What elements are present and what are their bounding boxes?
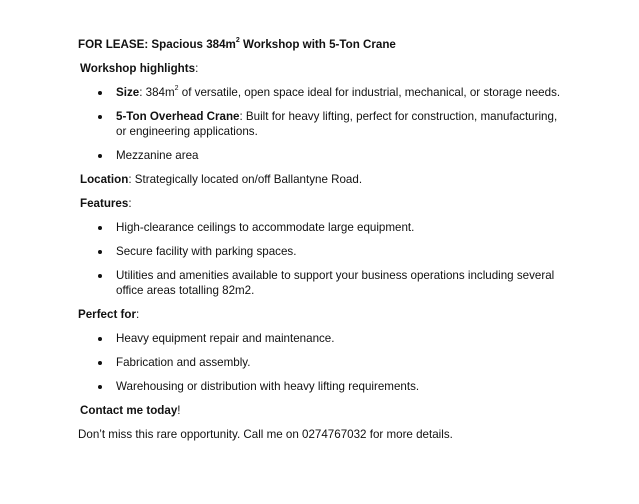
listing-title	[78, 37, 568, 52]
bullet-icon	[98, 385, 102, 389]
list-item	[78, 244, 568, 259]
title-superscript: 2	[235, 37, 240, 45]
item-text: Heavy equipment repair and maintenance.	[116, 332, 335, 345]
item-text-rest: of versatile, open space ideal for industrial, mechanical, or storage needs.	[178, 86, 561, 99]
item-text: Fabrication and assembly.	[116, 356, 251, 369]
item-superscript: 2	[174, 85, 179, 93]
location-line	[80, 172, 568, 187]
contact-line	[80, 403, 568, 418]
perfect-for-list	[78, 331, 568, 394]
list-item	[78, 220, 568, 235]
bullet-icon	[98, 115, 102, 119]
bullet-icon	[98, 154, 102, 158]
highlights-heading-label: Workshop highlights	[80, 62, 196, 75]
contact-punct: !	[177, 404, 181, 417]
features-heading	[80, 196, 568, 211]
bullet-icon	[98, 361, 102, 365]
item-text: High-clearance ceilings to accommodate large equipment.	[116, 221, 415, 234]
document-body	[78, 37, 568, 442]
list-item	[78, 268, 568, 298]
bullet-icon	[98, 337, 102, 341]
list-item	[78, 379, 568, 394]
features-list	[78, 220, 568, 298]
bullet-icon	[98, 91, 102, 95]
list-item	[78, 109, 568, 139]
item-label: Size	[116, 86, 140, 99]
item-text: Mezzanine area	[116, 149, 199, 162]
item-text: : Built for heavy lifting, perfect for construction, manufacturing, or engineering applications.	[116, 110, 558, 138]
item-text: Warehousing or distribution with heavy lifting requirements.	[116, 380, 420, 393]
closing-line: Don’t miss this rare opportunity. Call me on 0274767032 for more details.	[78, 428, 453, 441]
perfect-for-heading-punct: :	[136, 308, 140, 321]
highlights-list	[78, 85, 568, 163]
list-item	[78, 85, 568, 100]
item-text: Utilities and amenities available to support your business operations including several office areas totalling 82m2.	[116, 269, 555, 297]
bullet-icon	[98, 226, 102, 230]
list-item	[78, 148, 568, 163]
location-text: : Strategically located on/off Ballantyne Road.	[128, 173, 363, 186]
bullet-icon	[98, 274, 102, 278]
item-label: 5-Ton Overhead Crane	[116, 110, 240, 123]
highlights-heading-punct: :	[195, 62, 199, 75]
highlights-heading	[80, 61, 568, 76]
title-text: FOR LEASE: Spacious 384m	[78, 38, 236, 51]
list-item	[78, 355, 568, 370]
bullet-icon	[98, 250, 102, 254]
features-heading-label: Features	[80, 197, 129, 210]
item-text: Secure facility with parking spaces.	[116, 245, 297, 258]
title-text-suffix: Workshop with 5-Ton Crane	[239, 38, 396, 51]
item-text: : 384m	[139, 86, 175, 99]
contact-label: Contact me today	[80, 404, 178, 417]
perfect-for-heading	[78, 307, 568, 322]
features-heading-punct: :	[128, 197, 132, 210]
perfect-for-heading-label: Perfect for	[78, 308, 136, 321]
location-label: Location	[80, 173, 129, 186]
list-item	[78, 331, 568, 346]
